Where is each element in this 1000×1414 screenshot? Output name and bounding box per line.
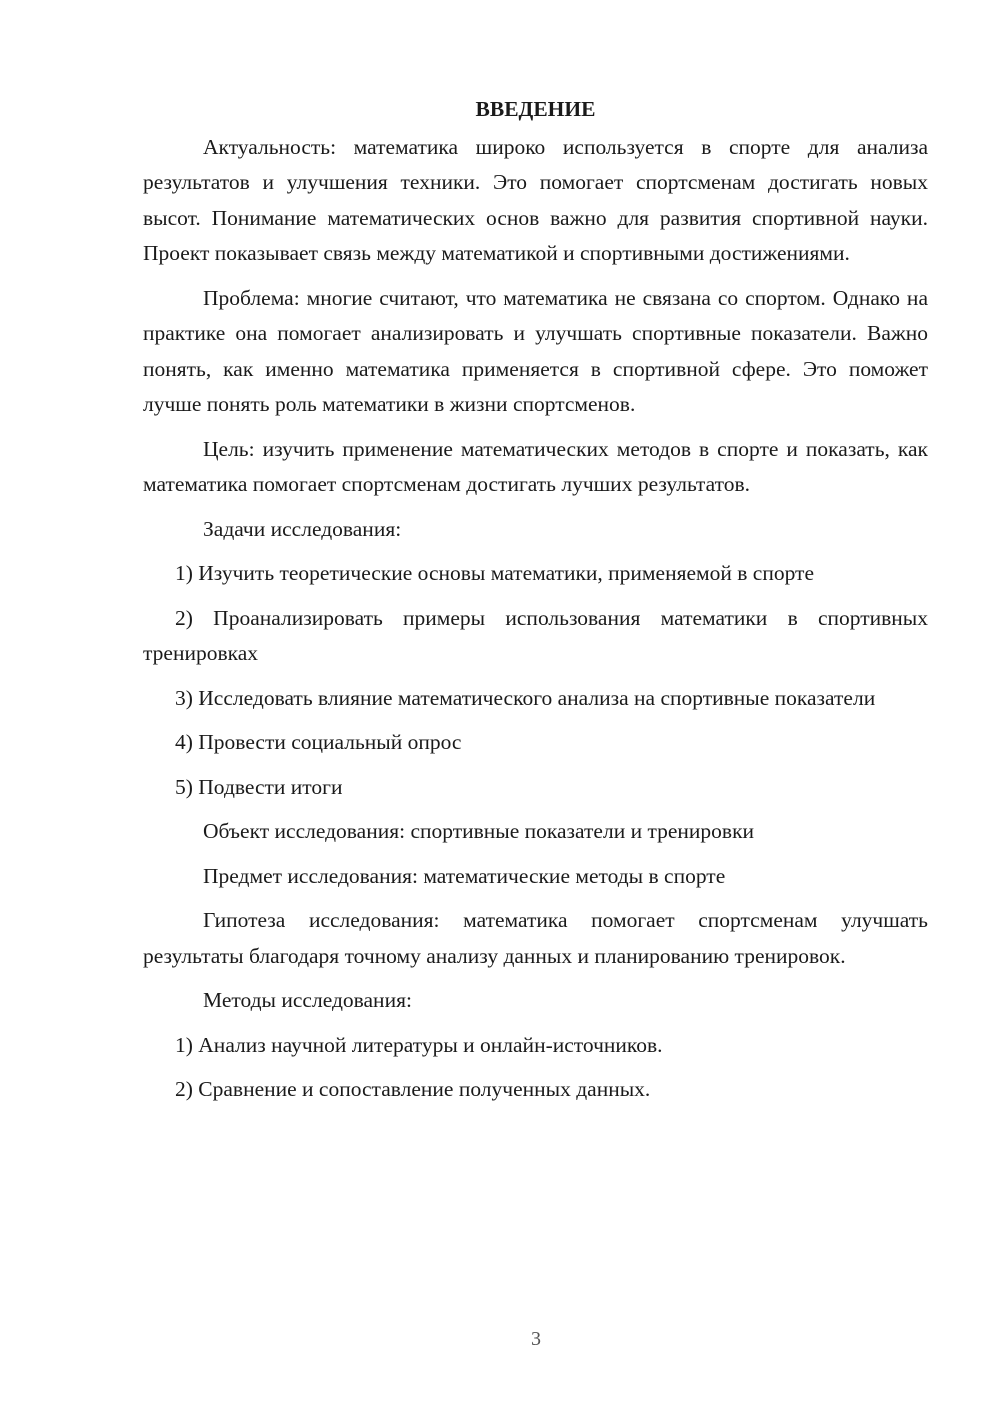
paragraph-problem: Проблема: многие считают, что математика не связана со спортом. Однако на практике она помогает анализировать и улучшать спортивные показатели. Важно понять, как именно математика применяется в спортивной сфере. Это поможет лучше понять роль математики в жизни спортсменов. bbox=[143, 285, 928, 416]
method-item-2: 2) Сравнение и сопоставление полученных данных. bbox=[175, 1077, 651, 1101]
paragraph-relevance: Актуальность: математика широко используется в спорте для анализа результатов и улучшения техники. Это помогает спортсменам достигать новых высот. Понимание математических основ важно для развития спортивной науки. Проект показывает связь между математикой и спортивными достижениями. bbox=[143, 134, 928, 265]
paragraph-tasks-heading: Задачи исследования: bbox=[203, 516, 402, 541]
page-number: 3 bbox=[531, 1328, 541, 1350]
paragraph-hypothesis: Гипотеза исследования: математика помогает спортсменам улучшать результаты благодаря точному анализу данных и планированию тренировок. bbox=[143, 908, 928, 968]
paragraph-subject: Предмет исследования: математические методы в спорте bbox=[203, 863, 726, 888]
paragraph-goal: Цель: изучить применение математических методов в спорте и показать, как математика помогает спортсменам достигать лучших результатов. bbox=[143, 436, 928, 496]
task-item-3: 3) Исследовать влияние математического анализа на спортивные показатели bbox=[175, 685, 876, 710]
section-title: ВВЕДЕНИЕ bbox=[475, 97, 596, 121]
task-item-5: 5) Подвести итоги bbox=[175, 774, 343, 799]
page-content bbox=[143, 92, 928, 1117]
paragraph-object: Объект исследования: спортивные показатели и тренировки bbox=[203, 819, 755, 843]
method-item-1: 1) Анализ научной литературы и онлайн-источников. bbox=[175, 1032, 663, 1057]
paragraph-methods-heading: Методы исследования: bbox=[203, 988, 412, 1012]
task-item-1: 1) Изучить теоретические основы математики, применяемой в спорте bbox=[175, 561, 814, 585]
task-item-2: 2) Проанализировать примеры использования математики в спортивных тренировках bbox=[143, 605, 928, 665]
task-item-4: 4) Провести социальный опрос bbox=[175, 730, 462, 754]
